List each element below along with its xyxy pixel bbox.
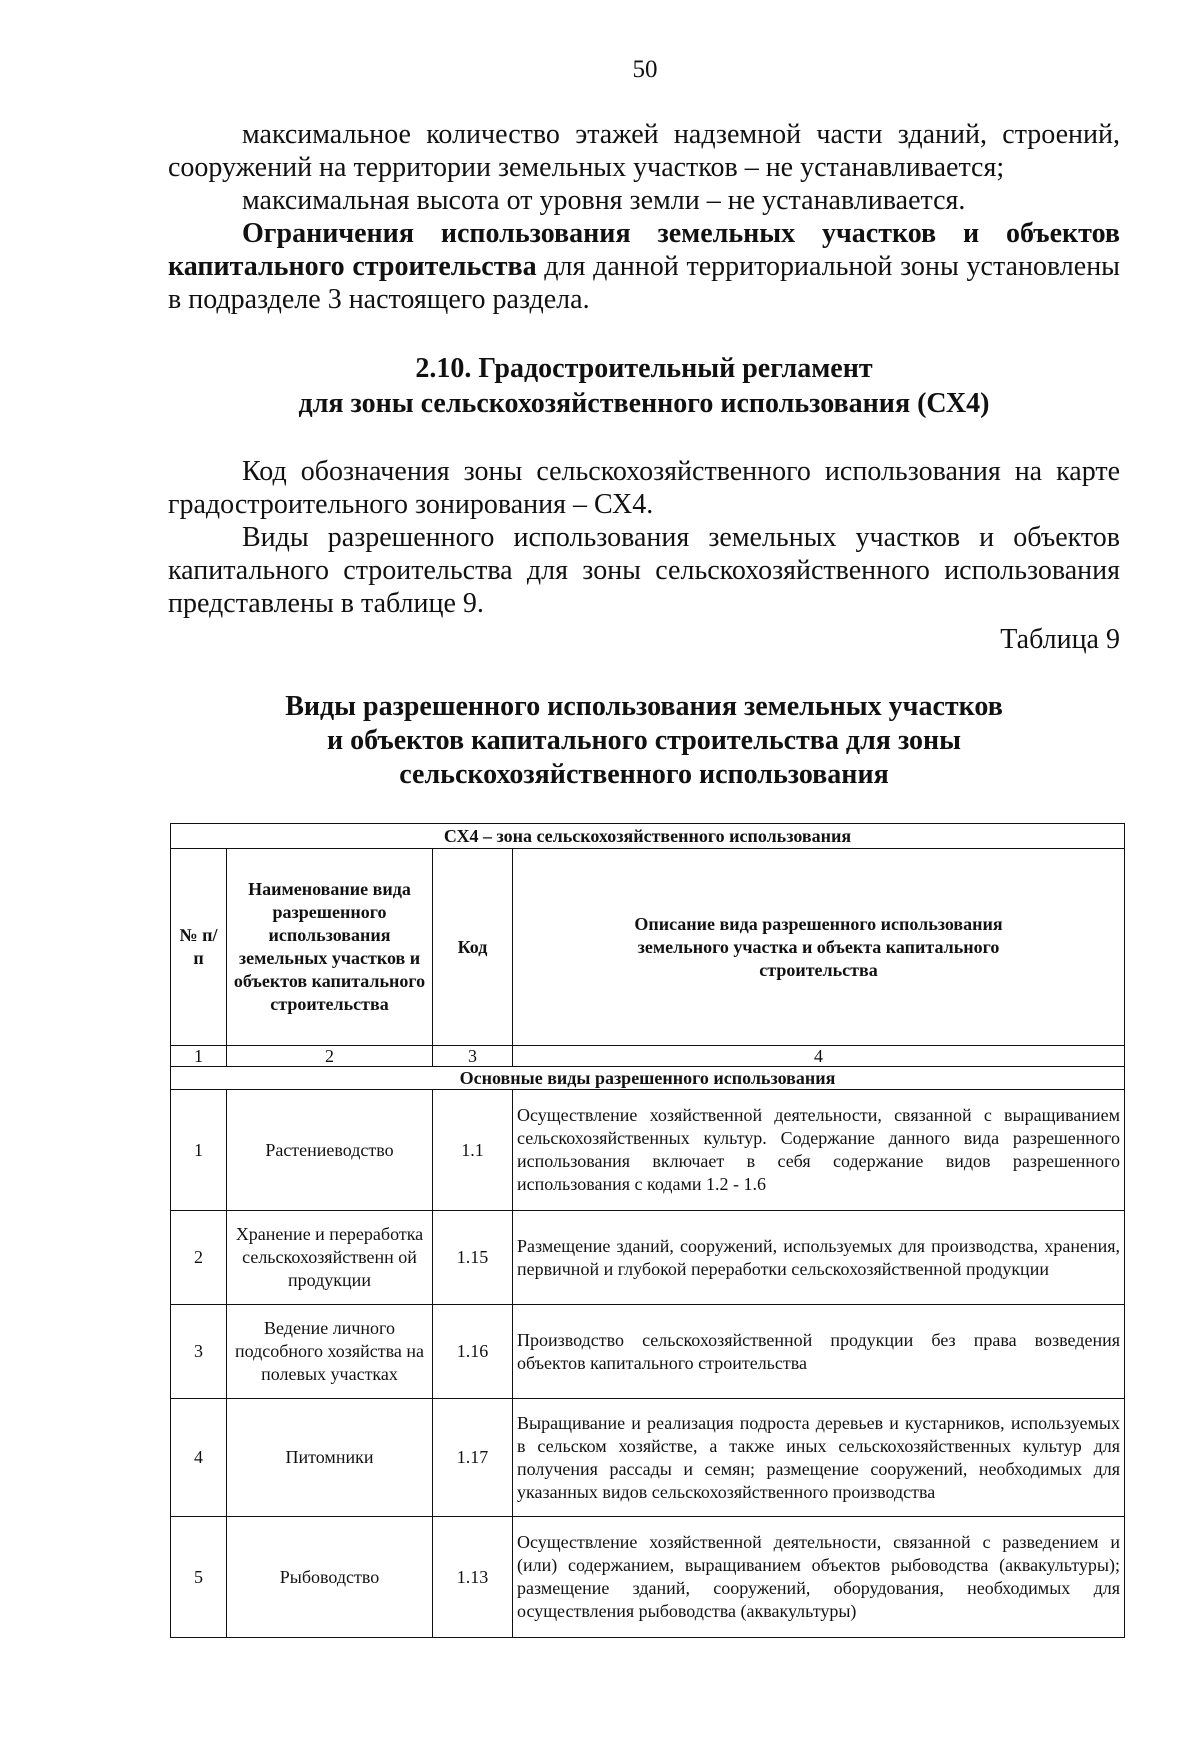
row-num: 5 [171,1517,227,1638]
table-title [168,690,1120,792]
header-code: Код [433,849,513,1046]
row-num: 3 [171,1305,227,1399]
table-label: Таблица 9 [1000,624,1120,655]
table-title-line1: Виды разрешенного использования земельных участков [285,691,1003,722]
table-row [171,1090,1125,1211]
row-num: 1 [171,1090,227,1211]
row-name: Рыбоводство [227,1517,433,1638]
paragraph-max-floors: максимальное количество этажей надземной части зданий, строений, сооружений на территории земельных участков – не устанавливается; [168,119,1120,183]
intro-text [168,118,1120,316]
table-title-line3: сельскохозяйственного использования [399,759,889,790]
row-name: Хранение и переработка сельскохозяйственн ой продукции [227,1211,433,1305]
row-num: 2 [171,1211,227,1305]
header-name: Наименование вида разрешенного использования земельных участков и объектов капитального строительства [227,849,433,1046]
header-num: № п/п [171,849,227,1046]
row-num: 4 [171,1399,227,1517]
column-number: 4 [513,1046,1125,1067]
row-code: 1.13 [433,1517,513,1638]
column-number: 2 [227,1046,433,1067]
page-number: 50 [632,56,658,83]
row-desc: Размещение зданий, сооружений, используемых для производства, хранения, первичной и глубокой переработки сельскохозяйственной продукции [513,1211,1125,1305]
group-header: Основные виды разрешенного использования [171,1067,1125,1090]
table-row [171,1399,1125,1517]
table-row [171,1305,1125,1399]
row-name: Ведение личного подсобного хозяйства на полевых участках [227,1305,433,1399]
section-title-line2: для зоны сельскохозяйственного использования (СХ4) [298,388,990,419]
table-row [171,1211,1125,1305]
row-desc: Выращивание и реализация подроста деревьев и кустарников, используемых в сельском хозяйстве, а также иных сельскохозяйственных культур для получения рассады и семян; размещение сооружений, необходимых для указанных видов сельскохозяйственного производства [513,1399,1125,1517]
header-desc: Описание вида разрешенного использования земельного участка и объекта капитального строительства [513,849,1125,1046]
row-code: 1.1 [433,1090,513,1211]
column-number-row [171,1046,1125,1067]
row-desc: Осуществление хозяйственной деятельности, связанной с разведением и (или) содержанием, выращиванием объектов рыбоводства (аквакультуры); размещение зданий, сооружений, оборудования, необходимых для осуществления рыбоводства (аквакультуры) [513,1517,1125,1638]
zone-header: СХ4 – зона сельскохозяйственного использования [171,824,1125,849]
row-code: 1.16 [433,1305,513,1399]
paragraph-max-height: максимальная высота от уровня земли – не устанавливается. [242,185,966,216]
paragraph-restrictions [168,217,1120,316]
group-header-row [171,1067,1125,1090]
row-name: Растениеводство [227,1090,433,1211]
section-title [168,351,1120,421]
table-title-line2: и объектов капитального строительства для зоны [326,725,962,756]
table-row [171,1517,1125,1638]
column-header-row [171,849,1125,1046]
row-code: 1.17 [433,1399,513,1517]
section-title-line1: 2.10. Градостроительный регламент [415,353,873,384]
uses-table [170,823,1125,1638]
column-number: 3 [433,1046,513,1067]
paragraph-allowed-uses: Виды разрешенного использования земельных участков и объектов капитального строительства для зоны сельскохозяйственного использования представлены в таблице 9. [168,522,1120,619]
row-code: 1.15 [433,1211,513,1305]
row-desc: Осуществление хозяйственной деятельности, связанной с выращиванием сельскохозяйственных культур. Содержание данного вида разрешенного использования включает в себя содержание видов разрешенного использования с кодами 1.2 - 1.6 [513,1090,1125,1211]
row-desc: Производство сельскохозяйственной продукции без права возведения объектов капитального строительства [513,1305,1125,1399]
restrictions-rest: для данной территориальной зоны установлены в подразделе 3 настоящего раздела. [168,251,1120,315]
paragraph-zone-code: Код обозначения зоны сельскохозяйственного использования на карте градостроительного зонирования – СХ4. [168,456,1120,520]
zone-header-row [171,824,1125,849]
row-name: Питомники [227,1399,433,1517]
section-text [168,455,1120,620]
column-number: 1 [171,1046,227,1067]
restrictions-bold-lead: Ограничения использования земельных участков и объектов капитального строительства [168,218,1120,282]
